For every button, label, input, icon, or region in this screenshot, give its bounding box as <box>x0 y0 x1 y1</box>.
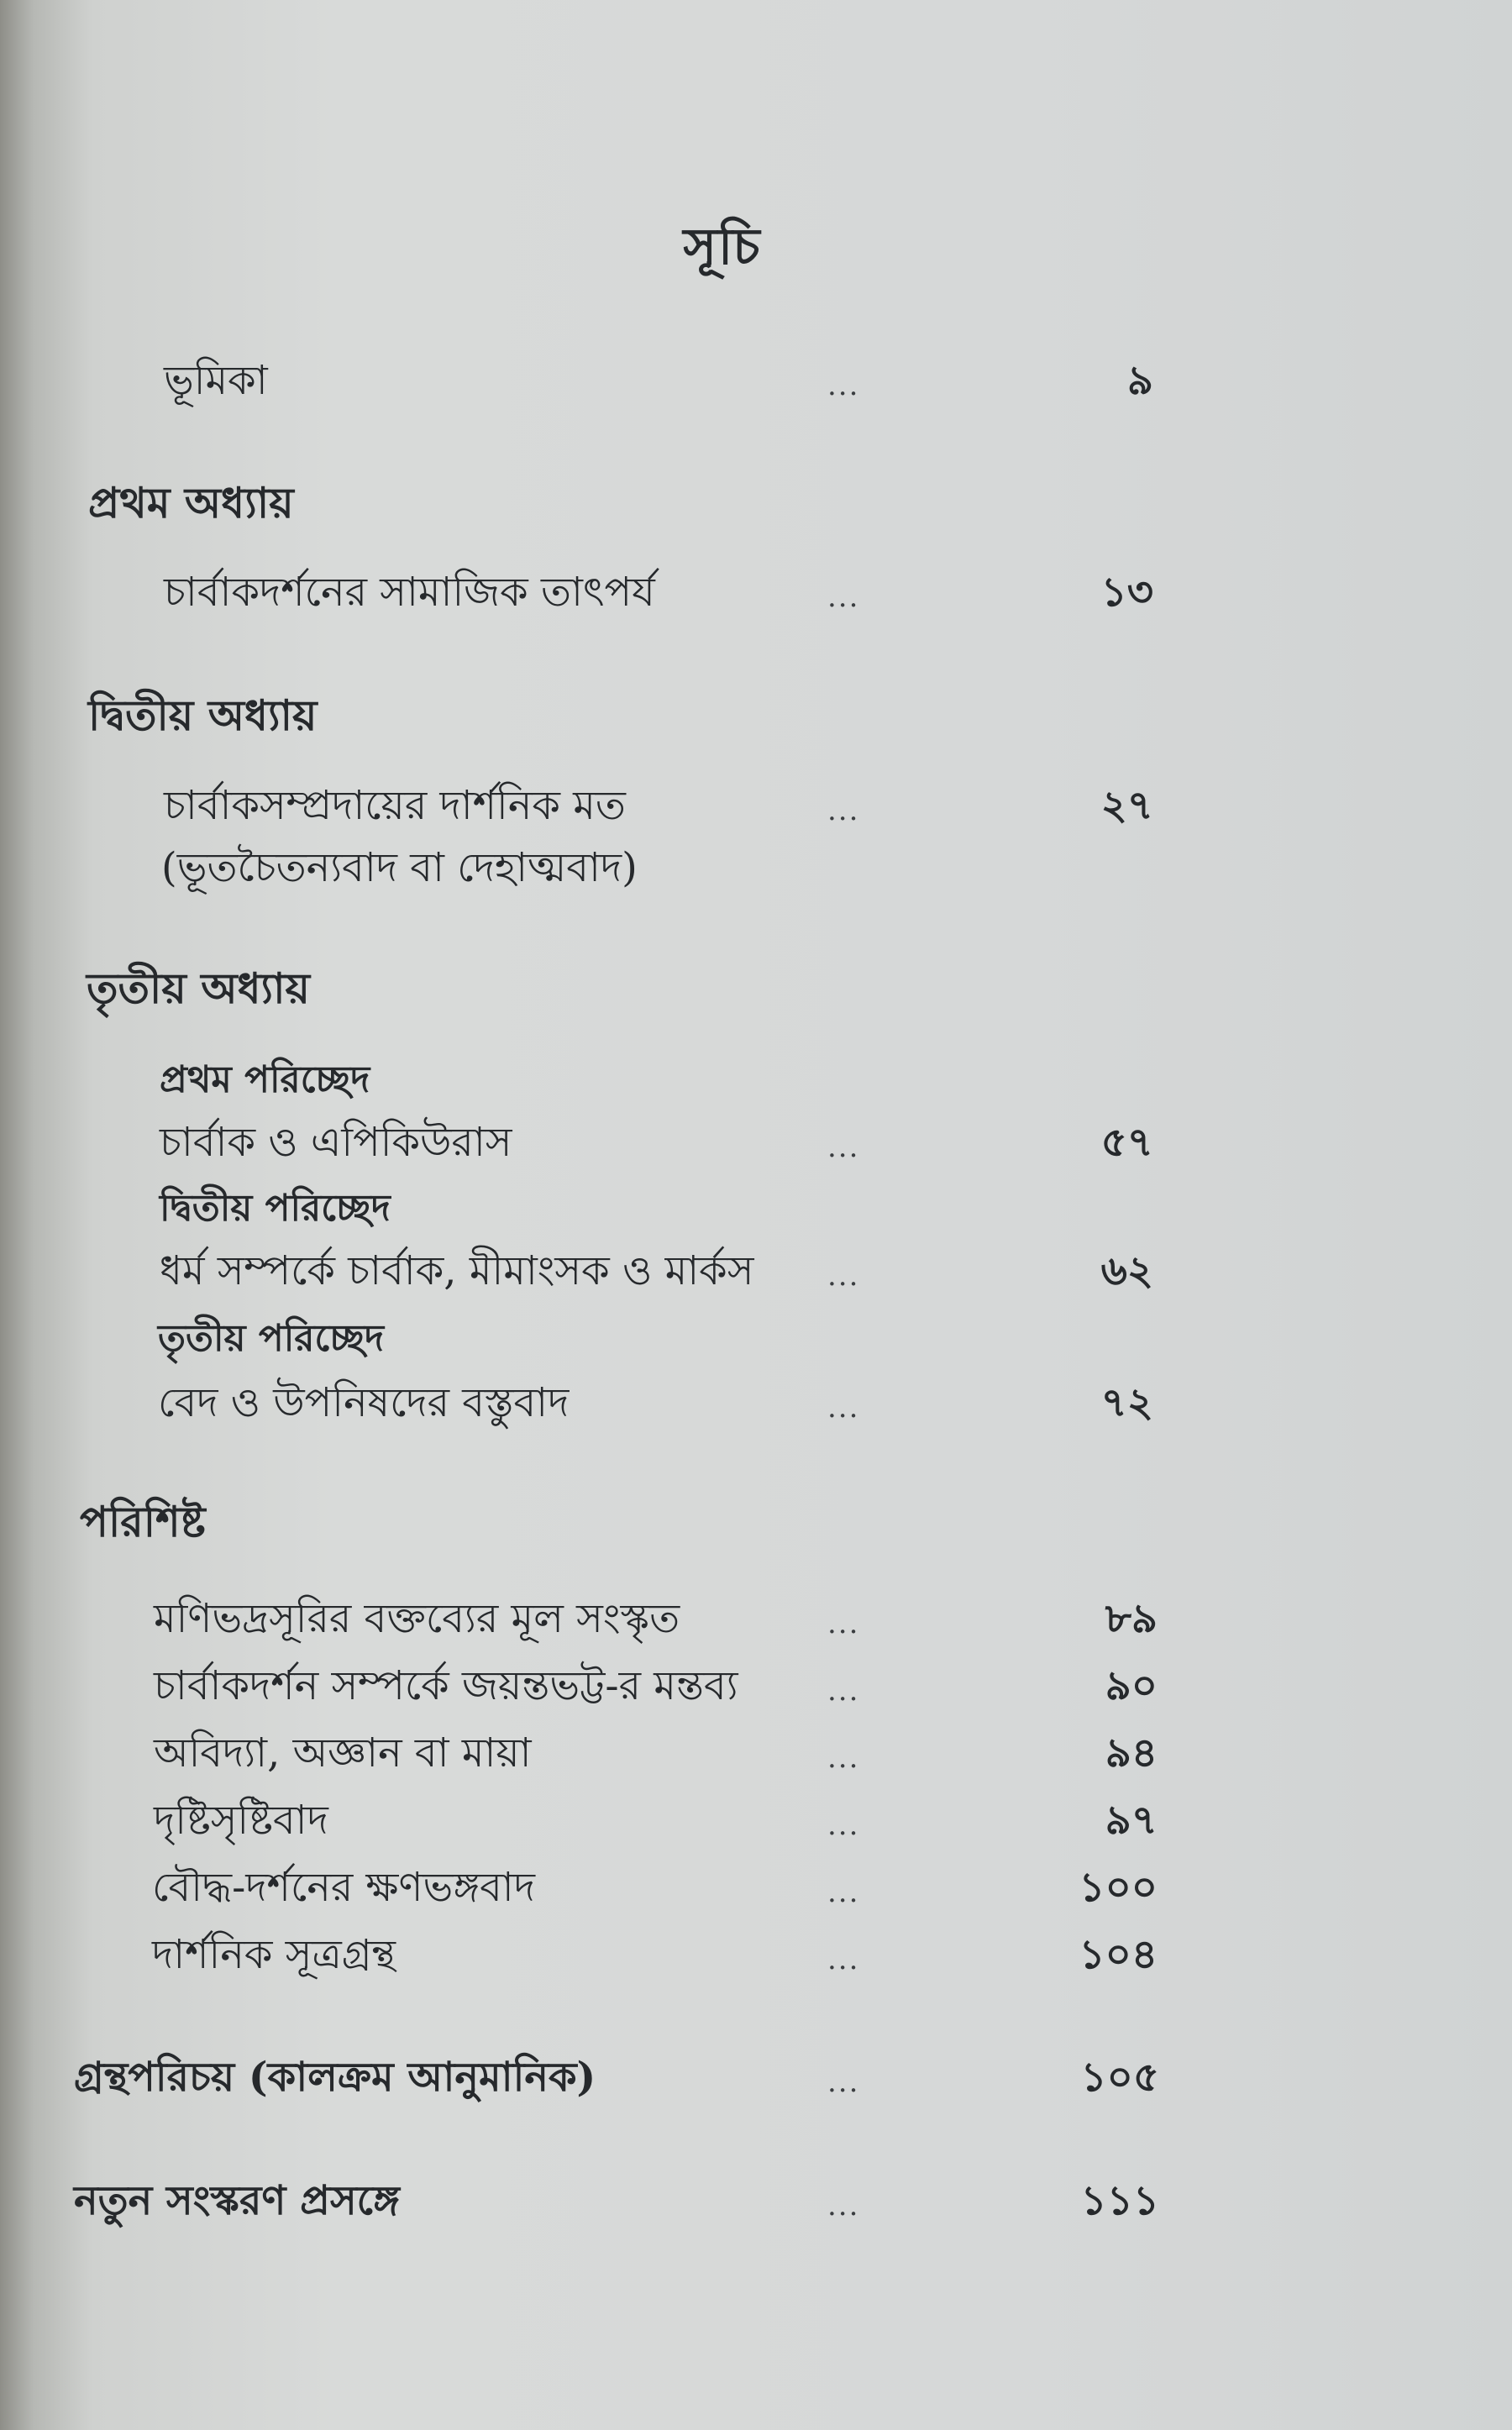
toc-entry <box>160 1241 1153 1300</box>
toc-entry <box>160 1113 1153 1172</box>
appendix-entry <box>154 1589 1158 1648</box>
toc-page-number: ৬২ <box>1100 1247 1153 1294</box>
toc-page-number: ১০৫ <box>1080 2054 1159 2101</box>
toc-entry-label: নতুন সংস্করণ প্রসঙ্গে <box>74 2177 400 2224</box>
leader-dots: ... <box>827 1131 860 1164</box>
toc-page-number: ৯০ <box>1105 1662 1158 1709</box>
toc-entry <box>164 776 1153 835</box>
toc-page-number: ৮৯ <box>1105 1595 1158 1642</box>
toc-entry-label: (ভূতচৈতন্যবাদ বা দেহাত্মবাদ) <box>161 844 638 891</box>
leader-dots: ... <box>827 1259 860 1293</box>
toc-entry-label: গ্রন্থপরিচয় (কালক্রম আনুমানিক) <box>74 2054 596 2101</box>
page-title: সূচি <box>683 218 762 276</box>
toc-entry-preface <box>164 351 1153 410</box>
leader-dots: ... <box>827 794 860 827</box>
toc-entry-new-edition <box>74 2171 1159 2230</box>
leader-dots: ... <box>827 1808 860 1842</box>
toc-entry-label: চার্বাকসম্প্রদায়ের দার্শনিক মত <box>164 782 626 829</box>
toc-page-number: ৫৭ <box>1100 1119 1153 1166</box>
leader-dots: ... <box>827 2189 860 2223</box>
appendix-entry <box>152 1858 1158 1917</box>
leader-dots: ... <box>827 369 860 402</box>
leader-dots: ... <box>827 2065 860 2099</box>
toc-page-number: ১১১ <box>1080 2177 1159 2224</box>
toc-entry-label: বৌদ্ধ-দর্শনের ক্ষণভঙ্গবাদ <box>152 1864 535 1911</box>
toc-entry-label: দার্শনিক সূত্রগ্রন্থ <box>152 1931 396 1978</box>
leader-dots: ... <box>827 1741 860 1775</box>
appendix-entry <box>154 1791 1158 1850</box>
toc-entry-label: মণিভদ্রসূরির বক্তব্যের মূল সংস্কৃত <box>154 1595 680 1642</box>
toc-page-number: ১০৪ <box>1079 1931 1158 1978</box>
toc-entry <box>158 1373 1153 1432</box>
toc-page-number: ১৩ <box>1100 569 1153 616</box>
leader-dots: ... <box>827 1607 860 1640</box>
toc-entry-label: ভূমিকা <box>164 357 268 404</box>
leader-dots: ... <box>827 1943 860 1976</box>
appendix-entry <box>154 1724 1158 1782</box>
appendix-entry <box>152 1925 1158 1984</box>
leader-dots: ... <box>827 1876 860 1909</box>
toc-entry <box>164 563 1153 622</box>
leader-dots: ... <box>827 1674 860 1708</box>
toc-entry-label: বেদ ও উপনিষদের বস্তুবাদ <box>158 1379 570 1426</box>
appendix-heading: পরিশিষ্ট <box>80 1497 206 1546</box>
chapter-heading: প্রথম অধ্যায় <box>88 478 294 527</box>
leader-dots: ... <box>827 1391 860 1425</box>
toc-page-number: ৭২ <box>1100 1379 1153 1426</box>
toc-entry-bibliography <box>74 2048 1159 2107</box>
appendix-entry <box>154 1656 1158 1715</box>
toc-entry-label: ধর্ম সম্পর্কে চার্বাক, মীমাংসক ও মার্কস <box>160 1247 754 1294</box>
toc-entry-label: দৃষ্টিসৃষ্টিবাদ <box>154 1797 328 1844</box>
toc-entry-continuation <box>161 838 1001 897</box>
toc-entry-label: চার্বাকদর্শনের সামাজিক তাৎপর্য <box>164 569 655 616</box>
toc-page-number: ৯ <box>1126 357 1153 404</box>
toc-page-number: ৯৭ <box>1105 1797 1158 1844</box>
toc-page-number: ৯৪ <box>1105 1729 1158 1777</box>
toc-entry-label: চার্বাকদর্শন সম্পর্কে জয়ন্তভট্ট-র মন্তব্য <box>154 1662 738 1709</box>
chapter-heading: তৃতীয় অধ্যায় <box>87 963 310 1013</box>
chapter-heading: দ্বিতীয় অধ্যায় <box>88 690 318 740</box>
section-heading: তৃতীয় পরিচ্ছেদ <box>158 1317 384 1360</box>
section-heading: প্রথম পরিচ্ছেদ <box>160 1058 370 1101</box>
section-heading: দ্বিতীয় পরিচ্ছেদ <box>160 1187 391 1230</box>
toc-page-number: ১০০ <box>1079 1864 1158 1911</box>
leader-dots: ... <box>827 580 860 614</box>
toc-page-number: ২৭ <box>1100 782 1153 829</box>
toc-entry-label: অবিদ্যা, অজ্ঞান বা মায়া <box>154 1729 532 1777</box>
toc-entry-label: চার্বাক ও এপিকিউরাস <box>160 1119 512 1166</box>
